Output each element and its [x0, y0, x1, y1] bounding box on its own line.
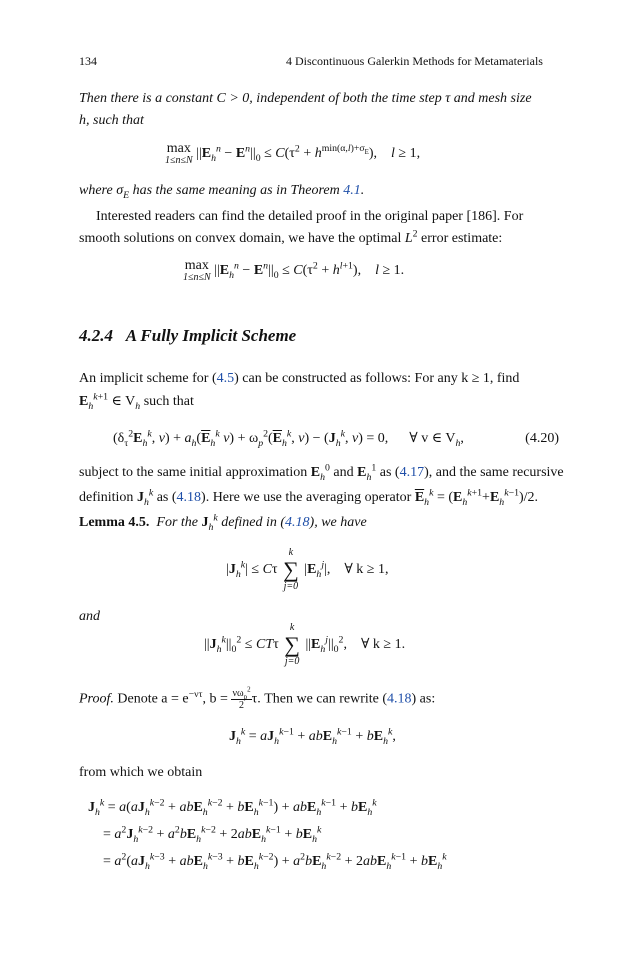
max-operator-2: max 1≤n≤N — [183, 258, 211, 283]
equation-lemma-2: $||J_h^k||_0^2 \le CT\tau$ k ∑ j=0 $||E_h^j||_0^2$, ∀ k ≥ 1. — [204, 622, 406, 667]
from-line: from which we obtain — [79, 765, 203, 780]
para3-line-2: definition $J_h^k$ as (4.18). Here we use the averaging operator $\overline{E}_h^k = (E_h^{k+1}+E_h^{k-1})/2$. — [79, 487, 539, 508]
equation-number-4-20: (4.20) — [525, 431, 559, 446]
eq-ref-4-17[interactable]: 4.17 — [399, 465, 425, 480]
theorem-line-2: h, such that — [79, 113, 144, 128]
para2-line-2: $E_h^{k+1}$ ∈ $V_h$ such that — [79, 391, 194, 412]
page-number: 134 — [79, 54, 97, 68]
eq-ref-4-18-b[interactable]: 4.18 — [285, 515, 310, 530]
para1-line-2: smooth solutions on convex domain, we have the optimal $L^2$ error estimate: — [79, 228, 503, 246]
para2-line-1: An implicit scheme for (4.5) can be constructed as follows: For any k ≥ 1, find — [79, 371, 520, 386]
para1-line-1: Interested readers can find the detailed proof in the original paper [186]. For — [96, 209, 524, 224]
running-title: 4 Discontinuous Galerkin Methods for Metamaterials — [286, 54, 543, 68]
equation-recursion: $J_h^k = aJ_h^{k-1} + abE_h^{k-1} + bE_h^k$, — [229, 726, 396, 747]
section-number: 4.2.4 — [79, 326, 113, 345]
equation-optimal-error: max 1≤n≤N $||E_h^n - E^n||_0 \le C(\tau^2 + h^{l+1})$, l ≥ 1. — [183, 258, 405, 283]
equation-max-error: max 1≤n≤N $||E_h^n - E^n||_0 \le C(\tau^2 + h^{min(\alpha,l)+\sigma_E})$, l ≥ 1, — [165, 141, 421, 166]
fraction-b: $\frac{\nu\omega_p^2}{2}$ — [232, 685, 251, 711]
proof-label: Proof. — [79, 691, 114, 707]
lemma-4-5: Lemma 4.5. For the $J_h^k$ defined in (4.18), we have — [79, 512, 367, 533]
proof-line: Proof. Denote $a = e^{-\nu\tau}$, b = $\frac{\nu\omega_p^2}{2}$ τ. Then we can rewrite (4.18) as: — [79, 685, 436, 711]
sum-operator-1: k ∑ j=0 — [283, 547, 299, 592]
equation-lemma-1: $|J_h^k| \le C\tau$ k ∑ j=0 $|E_h^j|$, ∀ k ≥ 1, — [226, 547, 389, 592]
max-operator: max 1≤n≤N — [165, 141, 193, 166]
expansion-line-1: $J_h^k = a(aJ_h^{k-2} + abE_h^{k-2} + bE_h^{k-1}) + abE_h^{k-1} + bE_h^k$ — [88, 797, 377, 818]
section-heading — [79, 325, 296, 347]
equation-4-20: ($\delta_\tau^2E_h^k$, $v) + a_h(\overline{E}_h^k$ $v) + \omega_p^2(\overline{E}_h^k$, $v) - (J_h^k$, v) = 0, ∀ v ∈ $V_h$, (4.20) — [113, 428, 559, 449]
lemma-label: Lemma 4.5. — [79, 515, 150, 530]
sum-operator-2: k ∑ j=0 — [284, 622, 300, 667]
section-title: A Fully Implicit Scheme — [125, 326, 297, 345]
eq-ref-4-18-a[interactable]: 4.18 — [176, 490, 202, 505]
theorem-line-1: Then there is a constant C > 0, independent of both the time step τ and mesh size — [79, 91, 532, 106]
where-line: where $\sigma_E$ has the same meaning as in Theorem 4.1. — [79, 183, 365, 201]
eq-ref-4-18-c[interactable]: 4.18 — [387, 691, 412, 707]
theorem-ref-link[interactable]: 4.1 — [343, 183, 361, 198]
para3-line-1: subject to the same initial approximation $E_h^0$ and $E_h^1$ as (4.17), and the same recursive — [79, 462, 564, 483]
and-word: and — [79, 609, 100, 624]
expansion-line-2: = $a^2J_h^{k-2} + a^2bE_h^{k-2} + 2abE_h^{k-1} + bE_h^k$ — [103, 824, 322, 845]
expansion-line-3: = $a^2(aJ_h^{k-3} + abE_h^{k-3} + bE_h^{k-2}) + a^2bE_h^{k-2} + 2abE_h^{k-1} + bE_h^k$ — [103, 851, 447, 872]
eq-ref-4-5[interactable]: 4.5 — [216, 371, 235, 386]
